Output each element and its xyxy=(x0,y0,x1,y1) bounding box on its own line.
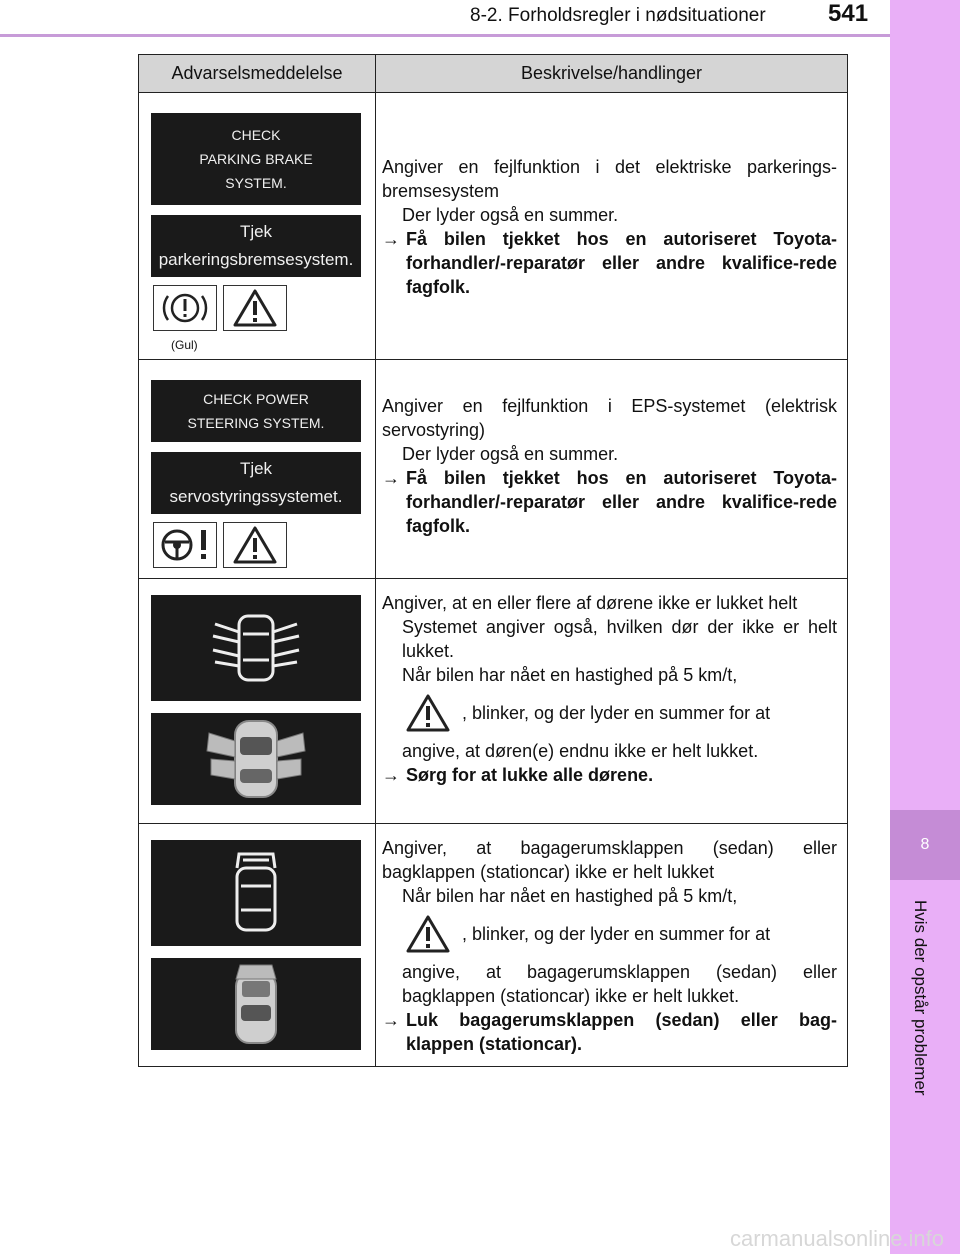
display-message-da xyxy=(151,215,361,277)
action-label: Få bilen tjekket hos en autoriseret Toyota-forhandler/-reparatør eller andre kvalifice-rede fagfolk. xyxy=(406,468,837,536)
power-steering-warning-icon xyxy=(153,522,217,568)
header-rule xyxy=(0,34,890,37)
message-cell xyxy=(139,824,376,1067)
warning-triangle-icon xyxy=(402,693,454,733)
note-text: angive, at døren(e) endnu ikke er helt lukket. xyxy=(402,741,759,761)
table-row xyxy=(139,93,848,360)
display-message-en xyxy=(151,113,361,205)
display-message-en xyxy=(151,380,361,442)
speed-note-text: Når bilen har nået en hastighed på 5 km/t, xyxy=(402,665,738,685)
action-text xyxy=(382,1008,837,1056)
watermark: carmanualsonline.info xyxy=(730,1226,945,1251)
display-line: Tjek xyxy=(239,459,273,478)
warning-triangle-icon xyxy=(402,914,454,954)
display-line: STEERING SYSTEM. xyxy=(187,415,325,431)
action-label: Luk bagagerumsklappen (sedan) eller bag-klappen (stationcar). xyxy=(406,1010,837,1054)
door-open-outline-graphic xyxy=(151,595,361,701)
description-cell xyxy=(376,93,848,360)
blink-note-text: , blinker, og der lyder en summer for at xyxy=(462,924,771,944)
display-message-da xyxy=(151,452,361,514)
table-row xyxy=(139,360,848,579)
action-label: Sørg for at lukke alle dørene. xyxy=(406,765,654,785)
trunk-open-outline-graphic xyxy=(151,840,361,946)
display-line: parkeringsbremsesystem. xyxy=(158,250,354,269)
trunk-open-car-image xyxy=(151,958,361,1050)
description-cell xyxy=(376,360,848,579)
warning-triangle-icon xyxy=(223,522,287,568)
display-line: CHECK POWER xyxy=(203,391,309,407)
section-title: 8-2. Forholdsregler i nødsituationer xyxy=(470,5,766,26)
message-cell xyxy=(139,360,376,579)
action-label: Få bilen tjekket hos en autoriseret Toyota-forhandler/-reparatør eller andre kvalifice-rede fagfolk. xyxy=(406,229,837,297)
action-text xyxy=(382,227,837,299)
column-header-description: Beskrivelse/handlinger xyxy=(376,55,848,93)
door-open-car-image xyxy=(151,713,361,805)
warning-line xyxy=(382,693,837,733)
description-text: Angiver, at bagagerumsklappen (sedan) eller bagklappen (stationcar) ikke er helt lukket xyxy=(382,838,837,882)
description-cell xyxy=(376,824,848,1067)
description-cell xyxy=(376,579,848,824)
display-line: PARKING BRAKE xyxy=(199,151,313,167)
note-text: Systemet angiver også, hvilken dør der ikke er helt lukket. xyxy=(402,617,837,661)
message-cell xyxy=(139,579,376,824)
parking-brake-warning-icon xyxy=(153,285,217,331)
action-text xyxy=(382,466,837,538)
chapter-title: Hvis der opstår problemer xyxy=(911,900,930,1096)
message-cell xyxy=(139,93,376,360)
arrow-icon: → xyxy=(382,229,400,249)
arrow-icon: → xyxy=(382,1010,400,1030)
description-text: Angiver en fejlfunktion i EPS-systemet (elektrisk servostyring) xyxy=(382,396,837,440)
note-text: Der lyder også en summer. xyxy=(402,444,619,464)
arrow-icon: → xyxy=(382,765,400,785)
display-line: servostyringssystemet. xyxy=(169,487,343,506)
warning-triangle-icon xyxy=(223,285,287,331)
chapter-number: 8 xyxy=(890,810,960,880)
column-header-message: Advarselsmeddelelse xyxy=(139,55,376,93)
warning-line xyxy=(382,914,837,954)
note-text: angive, at bagagerumsklappen (sedan) eller bagklappen (stationcar) ikke er helt lukket. xyxy=(402,962,837,1006)
page-number: 541 xyxy=(828,0,869,27)
warning-table xyxy=(138,54,848,1067)
note-text: Der lyder også en summer. xyxy=(402,205,619,225)
display-line: CHECK xyxy=(231,127,281,143)
arrow-icon: → xyxy=(382,468,400,488)
table-row xyxy=(139,579,848,824)
display-line: Tjek xyxy=(239,222,273,241)
table-row xyxy=(139,824,848,1067)
icon-color-note: (Gul) xyxy=(171,338,198,352)
action-text xyxy=(382,763,837,787)
display-line: SYSTEM. xyxy=(225,175,287,191)
speed-note-text: Når bilen har nået en hastighed på 5 km/t, xyxy=(402,886,738,906)
description-text: Angiver, at en eller flere af dørene ikke er lukket helt xyxy=(382,593,798,613)
blink-note-text: , blinker, og der lyder en summer for at xyxy=(462,703,771,723)
description-text: Angiver en fejlfunktion i det elektriske parkerings-bremsesystem xyxy=(382,157,837,201)
